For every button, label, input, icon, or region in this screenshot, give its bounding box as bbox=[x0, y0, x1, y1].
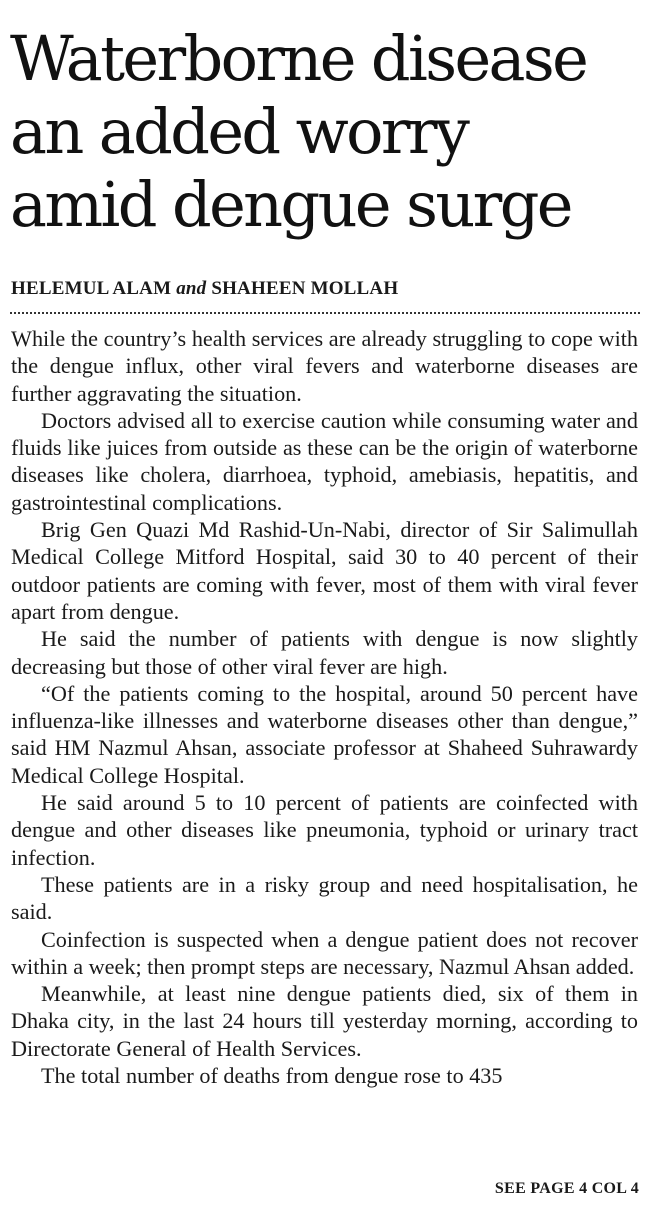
article-paragraph: He said the number of patients with dengue is now slightly decreasing but those of other viral fever are high. bbox=[11, 626, 638, 679]
article-body bbox=[11, 325, 638, 1089]
headline-line: an added worry bbox=[10, 95, 468, 168]
headline-line: amid dengue surge bbox=[10, 168, 571, 241]
article-paragraph: Coinfection is suspected when a dengue patient does not recover within a week; then prompt steps are necessary, Nazmul Ahsan added. bbox=[11, 926, 638, 979]
article-paragraph: Brig Gen Quazi Md Rashid-Un-Nabi, director of Sir Salimullah Medical College Mitford Hospital, said 30 to 40 percent of their outdoor patients are coming with fever, most of them with viral fever apart from dengue. bbox=[11, 517, 638, 624]
article-paragraph: Meanwhile, at least nine dengue patients died, six of them in Dhaka city, in the last 24 hours till yesterday morning, according to Directorate General of Health Services. bbox=[11, 981, 638, 1061]
article-paragraph: “Of the patients coming to the hospital, around 50 percent have influenza-like illnesses and waterborne diseases other than dengue,” said HM Nazmul Ahsan, associate professor at Shaheed Suhrawardy Medical College Hospital. bbox=[11, 680, 638, 788]
article-paragraph: Doctors advised all to exercise caution while consuming water and fluids like juices from outside as these can be the origin of waterborne diseases like cholera, diarrhoea, typhoid, amebiasis, hepatitis, and gastrointestinal complications. bbox=[11, 407, 638, 515]
byline bbox=[11, 278, 398, 300]
headline-line: Waterborne disease bbox=[10, 22, 587, 95]
article-paragraph: While the country’s health services are already struggling to cope with the dengue influx, other viral fevers and waterborne diseases are further aggravating the situation. bbox=[11, 326, 638, 406]
article-paragraph: These patients are in a risky group and need hospitalisation, he said. bbox=[11, 871, 638, 925]
byline-author: HELEMUL ALAM bbox=[11, 278, 172, 299]
byline-conjunction: and bbox=[176, 278, 207, 299]
article-paragraph: He said around 5 to 10 percent of patients are coinfected with dengue and other diseases like pneumonia, typhoid or urinary tract infection. bbox=[11, 790, 638, 870]
byline-divider bbox=[10, 312, 640, 314]
headline bbox=[10, 22, 642, 241]
continuation-jump-line: SEE PAGE 4 COL 4 bbox=[494, 1180, 639, 1197]
article-paragraph: The total number of deaths from dengue rose to 435 bbox=[41, 1063, 503, 1089]
byline-author: SHAHEEN MOLLAH bbox=[211, 278, 399, 299]
